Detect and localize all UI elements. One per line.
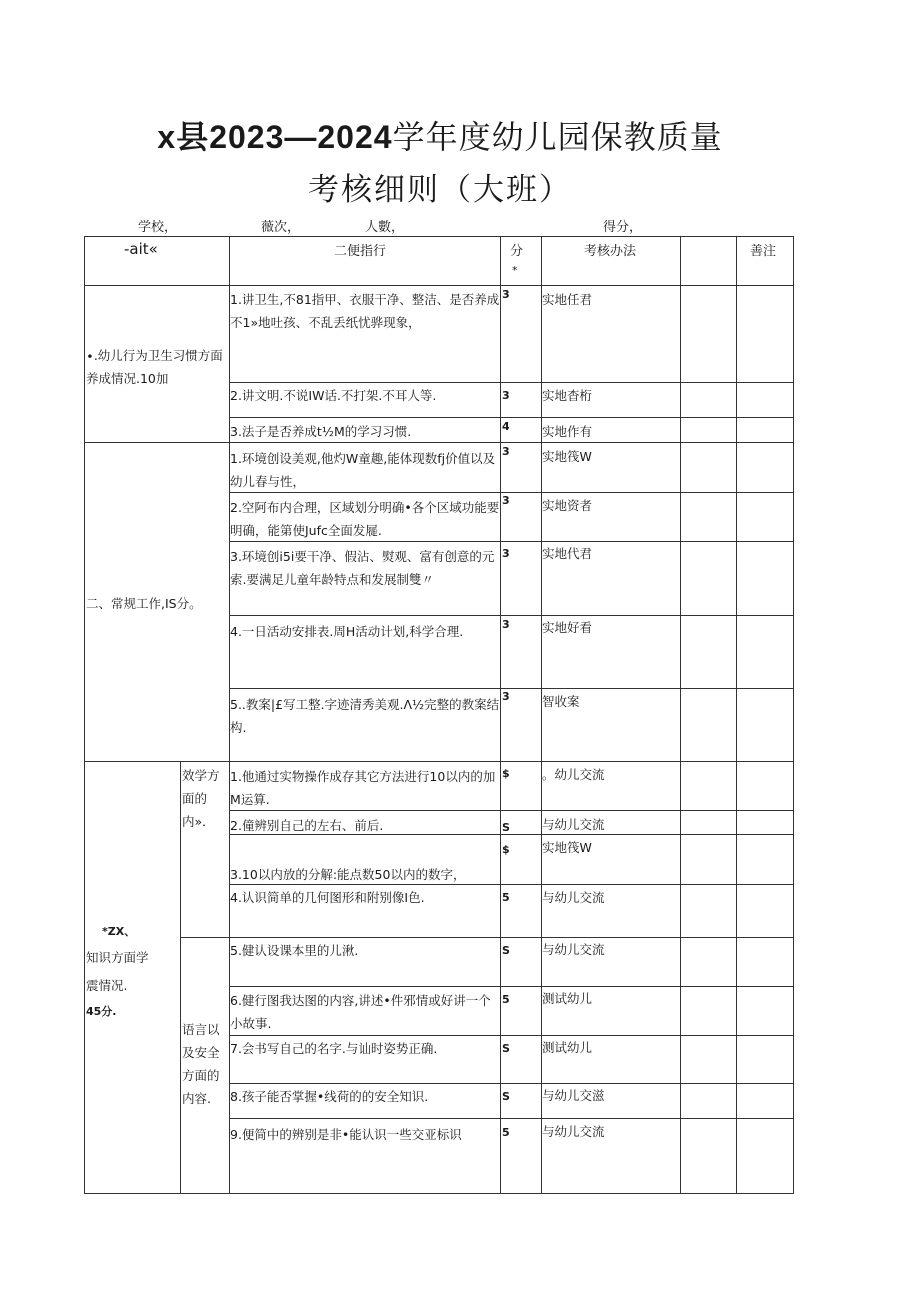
title-subject: 学年度幼儿园保教质量	[392, 118, 723, 156]
item-score: 3	[502, 389, 510, 402]
row-line	[229, 688, 794, 689]
item-text: 2.僮辨别自己的左右、前后.	[230, 818, 384, 833]
meta-batch: 薇次，	[261, 220, 301, 235]
item-method: 。幼儿交流	[542, 767, 605, 782]
item-method: 实地好看	[542, 620, 593, 635]
item-score: $	[502, 767, 510, 780]
title-county-years: x县2023—2024	[157, 119, 393, 155]
item-method: 与幼儿交流	[542, 817, 605, 832]
item-method: 与幼儿交流	[542, 1124, 605, 1139]
assessment-table	[84, 236, 794, 1194]
item-text: 2.空阿布内合理，区域划分明确•各个区域功能要明确，能第使Jufc全面发屣.	[230, 500, 500, 538]
section-knowledge-points: 45分.	[86, 1005, 117, 1018]
section-line-2	[84, 761, 794, 762]
row-line	[229, 1083, 794, 1084]
header-score: 分	[510, 244, 524, 259]
item-score: S	[502, 944, 510, 957]
table-divider-notes	[736, 236, 737, 1194]
item-method: 实地筏W	[542, 840, 592, 855]
item-text: 3.法子是否养成t½M的学习习惯.	[230, 424, 412, 439]
item-score: 3	[502, 547, 510, 560]
subsection-line	[180, 937, 794, 938]
item-method: 与幼儿交流	[542, 942, 605, 957]
item-text: 2.讲文明.不说IW话.不打架.不耳人等.	[230, 388, 437, 403]
subsection-math: 效学方面的内»．	[182, 768, 220, 829]
item-method: 实地任君	[542, 292, 593, 307]
table-divider-blank	[680, 236, 681, 1194]
item-text: 8.孩子能否掌握•线荷的的安全知识.	[230, 1089, 429, 1104]
item-text: 3.10以内放的分解:能点数50以内的数字，	[230, 867, 466, 882]
section-knowledge-line1: 知识方面学	[86, 950, 149, 965]
section-knowledge-line2: 震情况.	[86, 978, 128, 993]
item-score: S	[502, 1090, 510, 1103]
header-method: 考核办法	[584, 244, 637, 259]
meta-score: 得分，	[603, 220, 643, 235]
header-category: -ait«	[124, 240, 158, 258]
document-title-line2: 考核细则（大班）	[308, 172, 572, 208]
item-text: 1.环境创设美观,他灼W童趣,能体现数fj价值以及幼儿春与性，	[230, 451, 496, 489]
row-line	[229, 615, 794, 616]
table-border-bottom	[84, 1193, 794, 1194]
item-text: 4.一日活动安排表.周H活动计划,科学合理.	[230, 624, 464, 639]
item-score: 5	[502, 1126, 510, 1139]
row-line	[229, 1118, 794, 1119]
item-score: S	[502, 821, 510, 834]
item-method: 与幼儿交滋	[542, 1088, 605, 1103]
item-score: 3	[502, 494, 510, 507]
item-text: 1.讲卫生,不81指甲、衣服干净、整洁、是否养成不1»地吐孩、不乱丢纸忧骅现象，	[230, 292, 500, 330]
item-score: $	[502, 843, 510, 856]
item-score: 3	[502, 445, 510, 458]
item-text: 5.健认设课本里的儿湫.	[230, 943, 359, 958]
header-notes: 善注	[750, 244, 777, 259]
meta-people: 人數，	[365, 220, 405, 235]
row-line	[229, 417, 794, 418]
table-border-right	[793, 236, 794, 1194]
item-method: 实地代君	[542, 546, 593, 561]
item-score: 4	[502, 420, 510, 433]
item-text: 3.环境创i5i要干净、假沾、熨观、富有创意的元索.要满足儿童年龄特点和发展制雙〃	[230, 549, 495, 587]
item-score: 3	[502, 288, 510, 301]
item-method: 实地资者	[542, 498, 593, 513]
document-title-line1	[0, 112, 880, 158]
meta-school: 学校，	[138, 220, 178, 235]
row-line	[229, 986, 794, 987]
item-method: 实地作有	[542, 424, 593, 439]
section-knowledge-marker: *ZX、	[102, 925, 136, 938]
item-method: 测试幼儿	[542, 1040, 593, 1055]
item-text: 6.健行图我达图的内容,讲述•件邪情或好讲一个小故事.	[230, 993, 491, 1031]
header-score-mark: *	[512, 264, 518, 277]
item-score: 5	[502, 891, 510, 904]
table-divider-subsection	[180, 761, 181, 1194]
section-habits: ∙.幼儿行为卫生习惯方面养成情况.10加	[86, 348, 223, 386]
item-score: 5	[502, 993, 510, 1006]
row-line	[229, 382, 794, 383]
item-method: 测试幼儿	[542, 991, 593, 1006]
item-text: 7.会书写自己的名字.与讪时姿势正确.	[230, 1041, 438, 1056]
item-score: 3	[502, 690, 510, 703]
item-method: 与幼儿交流	[542, 890, 605, 905]
item-text: 9.便简中的辨别是非•能认识一些交亚标识	[230, 1127, 462, 1142]
header-indicator: 二便指行	[334, 244, 387, 259]
table-border-left	[84, 236, 85, 1194]
item-method: 实地杳桁	[542, 388, 593, 403]
item-method: 智收案	[542, 694, 580, 709]
item-text: 5..教案|£写工整.字迹清秀美观.Λ½完整的教案结构.	[230, 697, 500, 735]
section-routine: 二、常规工作,IS分。	[86, 596, 202, 611]
item-score: 3	[502, 618, 510, 631]
table-divider-score	[500, 236, 501, 1194]
item-score: S	[502, 1042, 510, 1055]
item-text: 4.认识简单的几何图形和附别像I色.	[230, 890, 425, 905]
row-line	[229, 1035, 794, 1036]
item-text: 1.他通过实物操作成存其它方法进行10以内的加M运算.	[230, 769, 496, 807]
table-header-bottom	[84, 285, 794, 286]
item-method: 实地筏W	[542, 449, 592, 464]
table-border-top	[84, 236, 794, 237]
subsection-language: 语言以及安全方面的内容.	[182, 1022, 220, 1106]
